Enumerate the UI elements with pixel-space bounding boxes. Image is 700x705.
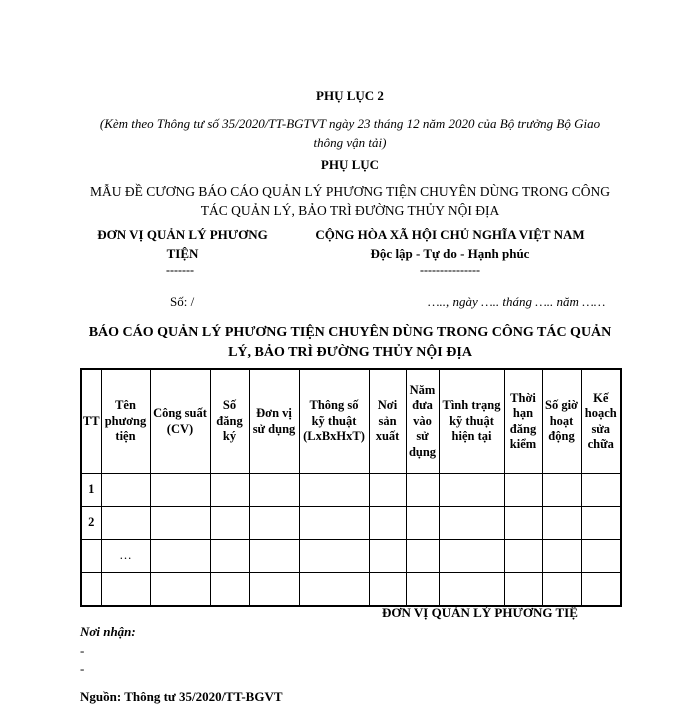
table-cell <box>439 573 504 607</box>
column-header-line: chữa <box>587 437 614 451</box>
national-name: CỘNG HÒA XÃ HỘI CHỦ NGHĨA VIỆT NAM <box>315 227 585 242</box>
form-title <box>80 182 620 220</box>
table-cell <box>150 474 210 507</box>
table-cell <box>504 573 542 607</box>
left-divider: ------- <box>166 263 194 277</box>
row-number-cell: 2 <box>81 507 101 540</box>
recipient-item: - <box>80 643 85 658</box>
column-header-line: dụng <box>408 444 437 459</box>
column-header <box>81 369 101 474</box>
column-header <box>581 369 621 474</box>
column-header-line: sửa <box>591 421 611 436</box>
column-header-line: ký <box>222 429 237 444</box>
column-header-line: Thông số <box>309 398 359 413</box>
column-header-line: phương <box>104 413 147 428</box>
table-cell <box>210 474 249 507</box>
column-header-line: TT <box>82 413 100 428</box>
table-cell <box>504 507 542 540</box>
table-cell <box>369 507 406 540</box>
table-body <box>81 474 621 607</box>
table-cell <box>249 507 299 540</box>
management-unit-line: ĐƠN VỊ QUẢN LÝ PHƯƠNG <box>97 227 268 242</box>
column-header-line: sử dụng <box>252 421 296 436</box>
table-cell <box>150 573 210 607</box>
column-header-line: sản <box>378 413 397 428</box>
column-header-line: kỹ thuật <box>311 413 357 428</box>
column-header-line: (CV) <box>166 421 194 436</box>
column-header-line: hoạch <box>584 406 617 420</box>
column-header-line: Năm <box>409 382 436 397</box>
table-row <box>81 540 621 573</box>
column-header-line: hạn <box>512 406 534 420</box>
column-header-line: hoạt <box>549 413 574 428</box>
table-cell <box>299 474 369 507</box>
table-cell <box>101 474 150 507</box>
date-line: ….., ngày ….. tháng ….. năm …… <box>428 294 606 309</box>
table-cell <box>406 540 439 573</box>
document-number-label: Số: / <box>170 294 195 309</box>
table-cell <box>249 474 299 507</box>
column-header-line: Số giờ <box>545 398 578 413</box>
column-header-line: xuất <box>375 429 400 444</box>
row-number-cell: 1 <box>81 474 101 507</box>
table-cell <box>581 507 621 540</box>
table-cell <box>299 507 369 540</box>
column-header <box>150 369 210 474</box>
form-title-line: TÁC QUẢN LÝ, BẢO TRÌ ĐƯỜNG THỦY NỘI ĐỊA <box>200 203 500 218</box>
column-header <box>249 369 299 474</box>
appendix-subtitle: PHỤ LỤC <box>320 157 380 172</box>
right-divider: --------------- <box>420 263 480 277</box>
national-header <box>300 225 600 263</box>
column-header <box>406 369 439 474</box>
column-header-line: (LxBxHxT) <box>303 429 365 444</box>
recipients-label: Nơi nhận: <box>80 624 136 639</box>
column-header <box>504 369 542 474</box>
table-cell <box>581 573 621 607</box>
table-cell <box>369 540 406 573</box>
row-number-cell <box>81 573 101 607</box>
table-cell <box>150 540 210 573</box>
table-cell <box>210 540 249 573</box>
table-cell <box>542 540 581 573</box>
column-header-line: kiểm <box>509 437 537 451</box>
table-cell <box>406 573 439 607</box>
table-cell <box>101 573 150 607</box>
column-header-line: Tên <box>115 398 136 413</box>
table-cell <box>542 474 581 507</box>
table-cell <box>369 474 406 507</box>
column-header <box>210 369 249 474</box>
column-header-line: kỹ thuật <box>449 413 494 428</box>
form-title-line: MẪU ĐỀ CƯƠNG BÁO CÁO QUẢN LÝ PHƯƠNG TIỆN CHUYÊN DÙNG TRONG CÔNG <box>90 184 610 199</box>
source-note: Nguồn: Thông tư 35/2020/TT-BGVT <box>80 689 283 704</box>
table-cell <box>439 540 504 573</box>
report-title-line: LÝ, BẢO TRÌ ĐƯỜNG THỦY NỘI ĐỊA <box>228 345 472 360</box>
vehicle-table <box>80 368 622 607</box>
table-cell <box>504 474 542 507</box>
report-title <box>80 323 620 363</box>
table-cell <box>101 507 150 540</box>
recipient-item: - <box>80 661 85 676</box>
column-header-line: Số <box>222 398 237 413</box>
table-row <box>81 573 621 607</box>
appendix-note-line: thông vận tải) <box>313 135 387 150</box>
table-cell <box>581 540 621 573</box>
management-unit-line: TIỆN <box>166 246 199 261</box>
column-header <box>542 369 581 474</box>
appendix-note-line: (Kèm theo Thông tư số 35/2020/TT-BGTVT ngày 23 tháng 12 năm 2020 của Bộ trưởng Bộ Giao <box>99 116 601 131</box>
appendix-title: PHỤ LỤC 2 <box>316 88 384 103</box>
table-cell <box>406 507 439 540</box>
column-header-line: sử <box>416 429 429 444</box>
table-header-row <box>81 369 621 474</box>
table-cell <box>542 507 581 540</box>
column-header-line: vào <box>413 413 432 428</box>
column-header <box>299 369 369 474</box>
column-header-line: Thời <box>510 390 536 405</box>
signature-block: ĐƠN VỊ QUẢN LÝ PHƯƠNG TIỆ <box>382 605 578 620</box>
column-header <box>101 369 150 474</box>
column-header-line: tiện <box>115 429 136 444</box>
column-header-line: đăng <box>216 413 243 428</box>
column-header-line: đưa <box>412 398 433 413</box>
column-header-line: Đơn vị <box>256 406 292 420</box>
table-cell <box>299 573 369 607</box>
table-cell <box>369 573 406 607</box>
table-cell <box>542 573 581 607</box>
table-cell <box>150 507 210 540</box>
table-cell <box>439 507 504 540</box>
table-cell <box>249 540 299 573</box>
table-cell <box>406 474 439 507</box>
column-header <box>439 369 504 474</box>
row-number-cell <box>81 540 101 573</box>
column-header-line: đăng <box>509 421 537 436</box>
table-cell <box>210 507 249 540</box>
national-motto: Độc lập - Tự do - Hạnh phúc <box>370 246 530 261</box>
column-header-line: hiện tại <box>451 429 492 444</box>
appendix-note <box>80 114 620 152</box>
management-unit-header <box>80 225 285 263</box>
table-row <box>81 507 621 540</box>
table-cell: … <box>101 540 150 573</box>
table-row <box>81 474 621 507</box>
column-header-line: Kế <box>593 390 609 405</box>
table-cell <box>439 474 504 507</box>
table-cell <box>210 573 249 607</box>
report-title-line: BÁO CÁO QUẢN LÝ PHƯƠNG TIỆN CHUYÊN DÙNG TRONG CÔNG TÁC QUẢN <box>88 325 612 340</box>
column-header-line: động <box>548 429 575 444</box>
column-header-line: Tình trạng <box>442 398 501 413</box>
column-header-line: Nơi <box>377 398 398 413</box>
table-cell <box>581 474 621 507</box>
table-cell <box>249 573 299 607</box>
table-cell <box>299 540 369 573</box>
column-header <box>369 369 406 474</box>
table-cell <box>504 540 542 573</box>
column-header-line: Công suất <box>153 406 207 420</box>
